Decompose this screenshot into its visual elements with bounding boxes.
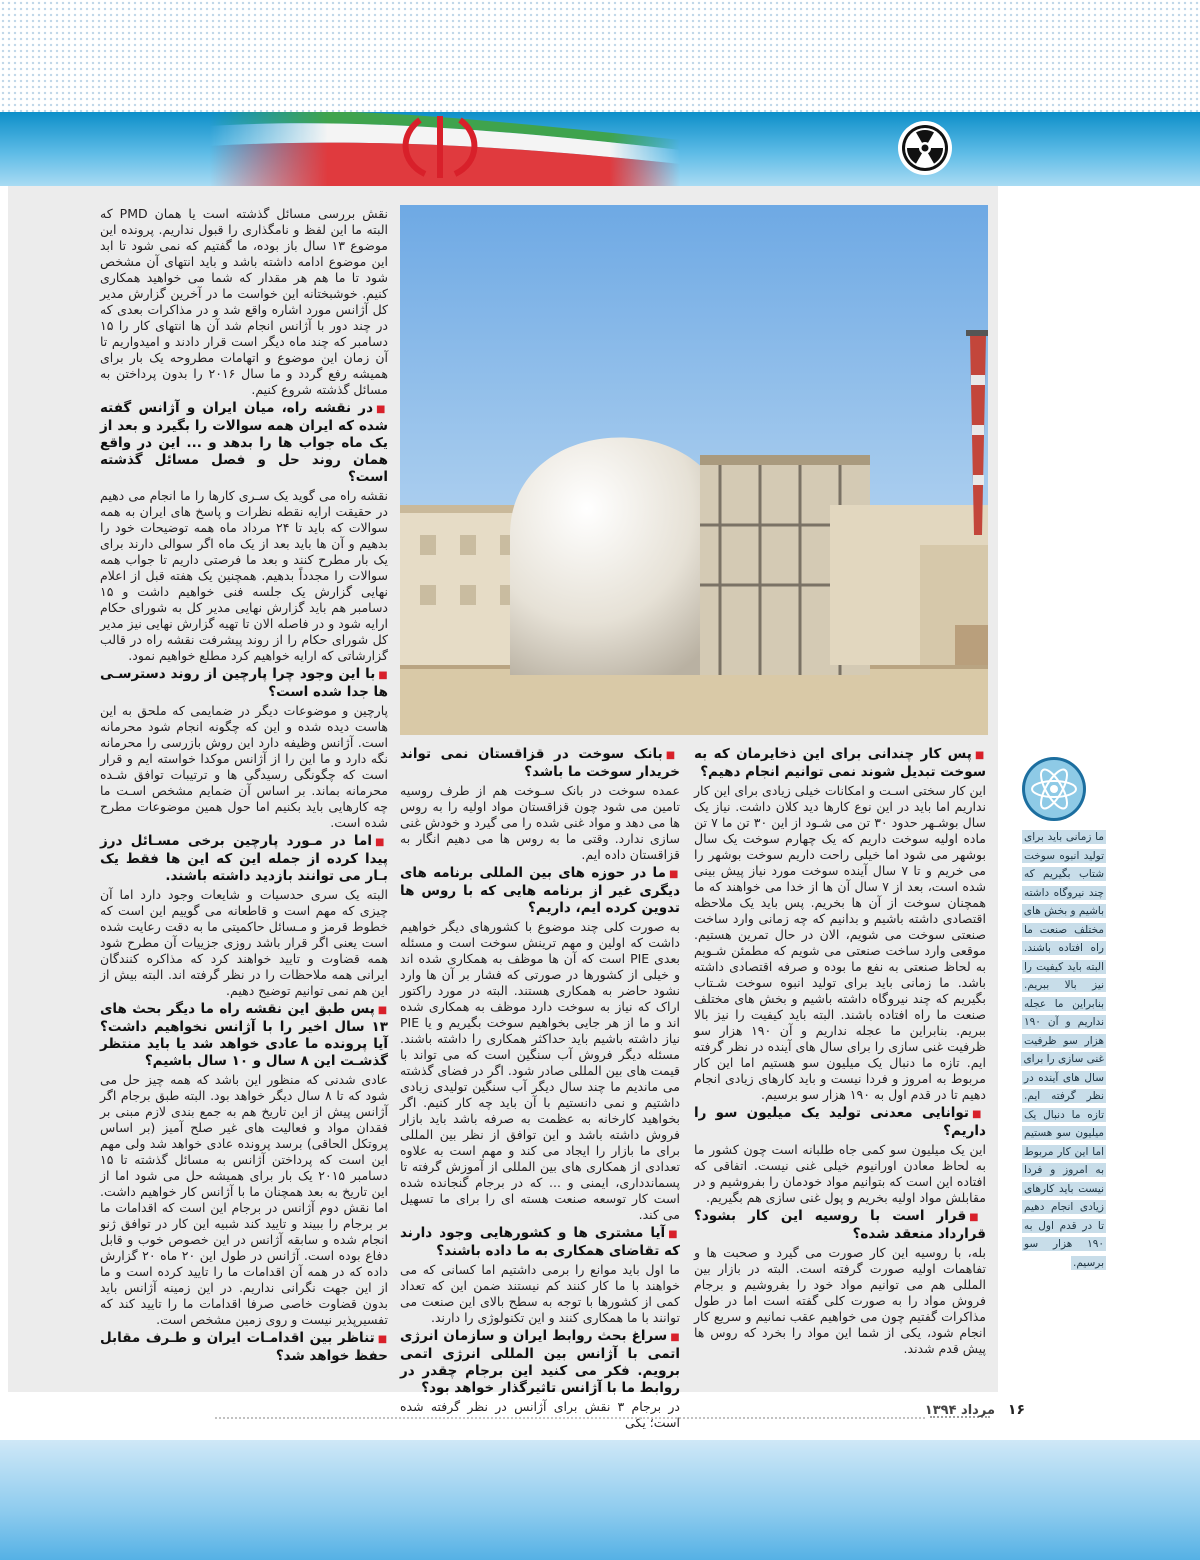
interview-answer: عادی شدنی که منظور این باشد که همه چیز حل می شود که تا ۸ سال دیگر خواهد بود. البته طبق برجام اگر آژانس پیش از این تاریخ هم به جمع بندی لازم مبنی بر فقدان مواد و فعالیت های غیر صلح آمیز (بر اساس پروتکل الحاقی) برسد پرونده عادی خواهد شد ولی مهم این است که پرداختن آژانس به مسائل گذشته تا ۱۵ دسامبر ۲۰۱۵ یک بار برای همیشه حل می شود اما از این تاریخ به بعد همچنان ما با آژانس کار خواهیم داشت. اما نقش دوم آژانس در برجام این است که اقدامات ما بر برجام را ببیند و تایید کند شبیه این کار در توافق ژنو انجام شده و سابقه آژانس در این خصوص خوب و قابل دفاع بوده است. آژانس در طول این ۲۰ ماه ۲۰ گزارش داده که در همه آن اقدامات ما را تایید کرده است و ما از این جهت نگرانی نداریم. در این زمینه آژانس باید بدون قضاوت خاصی صرفا اقدامات ما را تایید کند که تفسیرپذیر نیست و روی زمین مشخص است.	[100, 1072, 389, 1327]
interview-question: ■ پس طبق این نقشه راه ما دیگر بحث های ۱۳ سال اخیر را با آژانس نخواهیم داشت؟ آیا پرونده ما عادی خواهد شد یا باید منتظر گذشـت این ۸ سال و ۱۰ سال باشیم؟	[100, 1001, 388, 1070]
interview-answer: البته یک سری حدسیات و شایعات وجود دارد اما آن چیزی که مهم است و قاطعانه می گوییم این است که خطوط قرمز و مـسائل حاکمیتی ما به دقت رعایت شده است یعنی اگر قرار باشد روزی جزییات آن مطرح شود همه قضاوت و تایید خواهند کرد که مذاکره کنندگان ایرانی همه ملاحظات را در نظر گرفته اند. البته بیش از این هم نمی توانیم توضیح دهیم.	[100, 887, 388, 998]
nuclear-power-plant-photo	[400, 205, 988, 735]
pull-quote-highlight: ما زمانی باید برای تولید انبوه سوخت شتاب بگیریم که چند نیروگاه داشته باشیم و بخش های مختلف صنعت ما راه افتاده باشند. البته باید کیفیت را نیز بالا ببریم. بنابراین ما عجله نداریم و آن ۱۹۰ هزار سو ظرفیت غنی سازی را برای سال های آینده در نظر گرفته ایم. تازه ما دنبال یک میلیون سو هستیم اما این کار مربوط به امروز و فردا نیست باید کارهای زیادی انجام دهیم تا در قدم اول به ۱۹۰ هزار سو برسیم.	[1023, 831, 1104, 1269]
iran-flag-icon	[210, 112, 680, 186]
interview-question: ■ ما در حوزه های بین المللی برنامه های دیگری غیر از برنامه هایی که با روس ها تدوین کرده ایم، داریم؟	[400, 865, 680, 917]
page-number: ۱۶	[1007, 1402, 1025, 1418]
footer-banner	[0, 1440, 1200, 1560]
interview-question: ■ با این وجود چرا پارچین از روند دسترسـی ها جدا شده است؟	[100, 666, 388, 701]
article-column-middle	[400, 744, 680, 1430]
footer-divider	[215, 1403, 925, 1419]
interview-question: ■ توانایی معدنی تولید یک میلیون سو را داریم؟	[694, 1105, 986, 1140]
interview-answer: این کار سختی اسـت و امکانات خیلی زیادی برای این کار نداریم اما باید در این نوع کارها دید کلان داشت. نیاز یک سال بوشـهر حدود ۳۰ تن می شـود از این ۳۰ تن ما ۷ تن ماده اولیه سوخت داریم که یک چهارم سوخت یک سال بوشهر می شود اما خیلی راحت داریم سوخت بوشهر را می خریم و تا ۷ سال آینده سوخت مورد نیاز پیش بینی شده است، بعد از ۷ سال آن ها از خدا می خواهند که ما همچنان سوخت از آن ها بخریم. پس باید یک ملاحظه اقتصادی داشته باشیم و بدانیم که چه زمانی وارد ساخت صنعتی سوخت می شویم، الان در حال تمرین هستیم. موقعی وارد ساخت صنعتی می شویم که مطمئن شـویم به لحاظ صنعتی به نفع ما بوده و صرفه اقتصادی داشته باشد. ما زمانی باید برای تولید انبوه سوخت شـتاب بگیریم که چند نیروگاه داشته باشیم و بخش های مختلف صنعت ما راه افتاده باشند. البته باید کیفیت را نیز بالا ببریم. بنابراین ما عجله نداریم و آن ۱۹۰ هزار سو ظرفیت غنی سازی را برای سال های آینده در نظر گرفته ایم. تازه ما دنبال یک میلیون سو هستیم اما این کار مربوط به امروز و فردا نیست و باید کارهای زیادی انجام دهیم تا در قدم اول به ۱۹۰ هزار سو برسیم.	[694, 783, 986, 1102]
pull-quote-text	[1022, 828, 1106, 1272]
interview-question: ■ تناظر بین اقدامـات ایران و طـرف مقابل حفظ خواهد شد؟	[100, 1330, 388, 1365]
interview-question: ■ پس کار چندانی برای این ذخایرمان که به سوخت تبدیل شوند نمی توانیم انجام دهیم؟	[694, 746, 986, 781]
interview-answer: پارچین و موضوعات دیگر در ضمایمی که ملحق به این هاست دیده شده و این که چگونه انجام شود محرمانه است. آژانس وظیفه دارد این روش بازرسی را محرمانه نگه دارد و ما این را از آژانس موکدا خواسته ایم و قرار است که چگونگی رسیدگی ها و ترتیبات توافق شـده محرمانه بماند. بر اساس آن ضمایم مشخص اسـت ما چه کارهایی باید بکنیم اما حول همین موضوعات مطرح شده است.	[100, 703, 388, 830]
issue-date: مرداد ۱۳۹۴	[924, 1403, 995, 1418]
interview-answer: این یک میلیون سو کمی جاه طلبانه است چون کشور ما به لحاظ معادن اورانیوم خیلی غنی نیست. اتفاقی که افتاده این است که بتوانیم مواد خودمان را بفروشیم و در مقابلش مواد اولیه بخریم و پول غنی سازی هم بگیریم.	[694, 1142, 986, 1205]
interview-answer: در برجام ۳ نقش برای آژانس در نظر گرفته شده است؛ یکی	[400, 1399, 680, 1430]
interview-answer: نقشه راه می گوید یک سـری کارها را ما انجام می دهیم در حقیقت ارایه نقطه نظرات و پاسخ های ایران به همه سوالات که باید تا ۲۴ مرداد ماه همه توضیحات خود را بدهیم و آن ها باید بعد از یک ماه اگر سوالی دارند برای یک بار مطرح کنند و بعد ما فرصتی داریم تا جواب همه سوالات را مجدداً بدهیم. همچنین یک هفته قبل از اعلام نهایی گزارش یک جلسه فنی خواهیم داشت و ۱۵ دسامبر هم باید گزارش نهایی مدیر کل به شورای حکام ارایه شود و در فاصله الان تا تهیه گزارش نهایی نیز مدیر کل شورای حکام را از روند پیشرفت نقشه راه در قالب گزارشاتی که ارایه خواهیم کرد مطلع خواهیم نمود.	[100, 488, 388, 663]
article-column-left	[100, 206, 388, 1386]
interview-question: ■ بانک سوخت در قزاقستان نمی تواند خریدار سوخت ما باشد؟	[400, 746, 680, 781]
article-column-right	[694, 744, 986, 1384]
interview-answer: ما اول باید موانع را برمی داشتیم اما کسانی که می خواهند با ما کار کنند کم نیستند ضمن این که تعداد کمی از کشورها با توجه به سطح بالای این صنعت می توانند با ما همکاری کنند و این تکنولوژی را دارند.	[400, 1262, 680, 1325]
interview-question: ■ در نقشه راه، میان ایران و آژانس گفته شده که ایران همه سوالات را بگیرد و بعد از یک ماه جواب ها را بدهد و ... این در واقع همان روند حل و فصل مسائل گذشته است؟	[100, 400, 388, 486]
interview-question: ■ قرار است با روسیه این کار بشود؟ قرارداد منعقد شده؟	[694, 1208, 986, 1243]
interview-answer: عمده سوخت در بانک سـوخت هم از طرف روسیه تامین می شود چون قزاقستان مواد اولیه را به روس ها می دهد و مواد غنی شده را می گیرد و خودش غنی سازی ندارد. وقتی ما به روس ها می دهیم انگار به قزاقستان داده ایم.	[400, 783, 680, 862]
dotted-header-pattern	[0, 0, 1200, 115]
radiation-icon	[897, 120, 953, 176]
interview-answer: نقش بررسی مسائل گذشته است یا همان PMD که البته ما این لفظ و نامگذاری را قبول نداریم. پرونده این موضوع ۱۳ سال باز بوده، ما گفتیم که نمی شود تا ابد این موضوع ادامه داشته باشد و باید انتهای آن مشخص شود تا ما هم هر مقدار که شما می خواهید همکاری کنیم. خوشبختانه این خواست ما در آخرین گزارش مدیر کل آژانس مورد اشاره واقع شد و در مذاکرات بعدی که در چند دور با آژانس انجام شد آن ها انتهای کار را ۱۵ دسامبر که چند ماه دیگر است قرار دادند و امیدواریم تا آن زمان این موضوع و اتهامات مطروحه یک بار برای همیشه رفع گردد و ما سال ۲۰۱۶ را بدون پرداختن به مسائل گذشته شروع کنیم.	[100, 206, 388, 397]
pull-quote-sidebar	[1010, 750, 1104, 1270]
interview-answer: به صورت کلی چند موضوع با کشورهای دیگر خواهیم داشت که اولین و مهم ترینش سوخت است و مسئله بعدی PIE است که آن ها موظف به همکاری شده اند و خیلی از کشورها در صورتی که فشار بر آن ها وارد نشود حاضر به همکاری هستند. البته در مورد راکتور اراک که نیاز به سوخت دارد موظف به همکاری شده اند و ما از هر جایی بخواهیم سوخت بگیریم و یا PIE نیاز داشته باشیم باید حداکثر همکاری را داشته باشند. مسئله دیگر فروش آب سنگین است که می تواند با قیمت های بین المللی صادر شود. اگر در فضای گذشته می ماندیم ما چند سال دیگر آب سنگین تولیدی زیادی داشتیم و نمی دانستیم با آن باید چه کار کنیم. اگر بخواهید کارخانه به عظمت به صرفه باشد باید بازار فروش داشته باشد و این توافق از نظر بین المللی برای ما بازار را ایجاد می کند و مهم است به علاوه تعدادی از همکاری های بین المللی از آموزش گرفته تا پسماندداری، ایمنی و ... که در برجام گنجانده شده است کار توسعه صنعت هسته ای را برای ما تسهیل می کند.	[400, 919, 680, 1222]
atom-icon	[1021, 756, 1087, 822]
interview-question: ■ سراغ بحث روابط ایران و سازمان انرژی اتمی با آژانس بین المللی انرژی اتمی برویم. فکر می کنید این برجام چقدر در روابط ما با آژانس تاثیرگذار خواهد بود؟	[400, 1328, 680, 1397]
interview-question: ■ اما در مـورد پارچین برخی مسـائل درز پیدا کرده از جمله این که این ها فقط یک بـار می توانند بازدید داشته باشند.	[100, 833, 388, 885]
interview-answer: بله، با روسیه این کار صورت می گیرد و صحبت ها و تفاهمات اولیه صورت گرفته است. البته در بازار بین المللی هم می توانیم مواد خود را بفروشیم و برجام فروش مواد را به صورت کلی گفته است اما در طول مذاکرات گفتیم چون می خواهیم عقب نمانیم و سریع کار انجام شود، یکی از شما این مواد را بخرد که روس ها پیش قدم شدند.	[694, 1245, 986, 1356]
interview-question: ■ آیا مشتری ها و کشورهایی وجود دارند که تقاضای همکاری به ما داده باشند؟	[400, 1225, 680, 1260]
header-banner	[0, 112, 1200, 186]
